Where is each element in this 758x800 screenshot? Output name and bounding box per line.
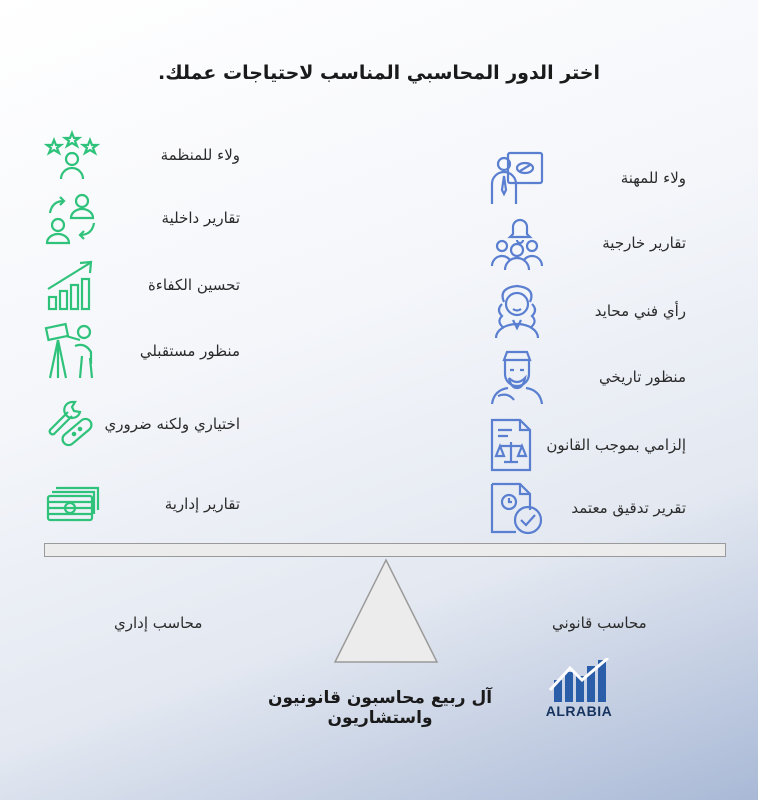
item-label: إلزامي بموجب القانون xyxy=(546,436,686,454)
right-item-6 xyxy=(488,480,686,536)
left-item-2 xyxy=(44,191,240,245)
item-label: تقارير داخلية xyxy=(161,209,240,227)
stack-of-cash-icon xyxy=(44,484,100,524)
group-bell-icon xyxy=(488,214,546,272)
legal-document-scales-icon xyxy=(488,416,546,474)
left-item-4 xyxy=(44,322,240,380)
stars-person-icon xyxy=(44,130,100,180)
wrench-bandage-icon xyxy=(44,398,100,450)
alrabia-logo xyxy=(540,658,618,708)
right-item-2 xyxy=(488,214,686,272)
company-name: آل ربيع محاسبون قانونيون واستشاريون xyxy=(267,688,493,728)
logo-text: ALRABIA xyxy=(545,703,613,719)
left-item-1 xyxy=(44,130,240,180)
right-item-4 xyxy=(488,348,686,406)
professional-person-icon xyxy=(488,150,546,206)
certified-document-icon xyxy=(488,480,546,536)
telescope-person-icon xyxy=(44,322,100,380)
seesaw-fulcrum xyxy=(333,558,439,668)
item-label: ولاء للمنظمة xyxy=(160,146,240,164)
item-label: تقارير إدارية xyxy=(164,495,240,513)
left-side-label: محاسب إداري xyxy=(114,614,203,632)
item-label: رأي فني محايد xyxy=(594,302,686,320)
right-item-5 xyxy=(488,416,686,474)
item-label: منظور تاريخي xyxy=(599,368,686,386)
item-label: تقارير خارجية xyxy=(602,234,686,252)
historical-figure-icon xyxy=(488,348,546,406)
item-label: تحسين الكفاءة xyxy=(147,276,240,294)
right-item-1 xyxy=(488,150,686,206)
right-item-3 xyxy=(488,282,686,340)
seesaw-beam xyxy=(44,543,726,557)
item-label: تقرير تدقيق معتمد xyxy=(571,499,686,517)
left-item-6 xyxy=(44,484,240,524)
item-label: منظور مستقبلي xyxy=(139,342,240,360)
page-title: اختر الدور المحاسبي المناسب لاحتياجات عملك. xyxy=(158,62,600,84)
people-exchange-icon xyxy=(44,191,100,245)
left-item-3 xyxy=(44,259,240,311)
growth-chart-icon xyxy=(44,259,100,311)
left-item-5 xyxy=(44,398,240,450)
judge-icon xyxy=(488,282,546,340)
item-label: اختياري ولكنه ضروري xyxy=(104,415,240,433)
right-side-label: محاسب قانوني xyxy=(552,614,647,632)
item-label: ولاء للمهنة xyxy=(620,169,686,187)
